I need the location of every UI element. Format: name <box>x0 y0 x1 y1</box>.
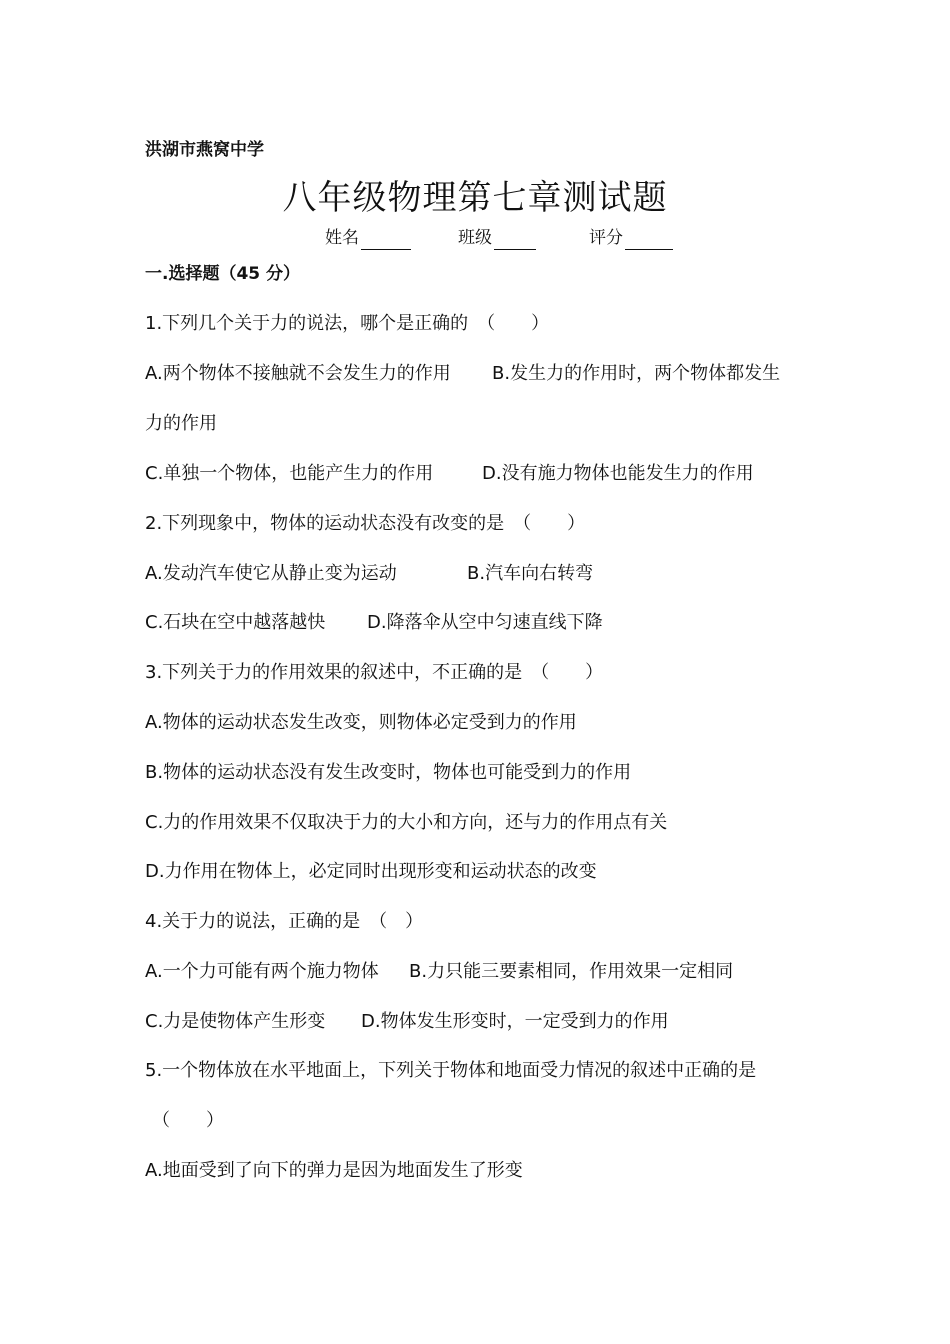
question-4-option-d: D.物体发生形变时，一定受到力的作用 <box>361 1011 669 1032</box>
question-3-option-c: C.力的作用效果不仅取决于力的大小和方向，还与力的作用点有关 <box>145 812 668 833</box>
score-blank <box>625 231 673 250</box>
question-1-option-d: D.没有施力物体也能发生力的作用 <box>482 463 754 484</box>
name-field <box>325 226 411 250</box>
question-1-option-c: C.单独一个物体，也能产生力的作用 <box>145 463 434 484</box>
question-2-option-b: B.汽车向右转弯 <box>467 563 594 584</box>
question-4-option-a: A.一个力可能有两个施力物体 <box>145 961 379 982</box>
class-label: 班级 <box>458 228 492 248</box>
question-3-option-d: D.力作用在物体上，必定同时出现形变和运动状态的改变 <box>145 861 597 882</box>
score-label: 评分 <box>589 228 623 248</box>
question-2-option-c: C.石块在空中越落越快 <box>145 612 326 633</box>
question-1-option-b-cont: 力的作用 <box>145 413 217 434</box>
question-4-option-b: B.力只能三要素相同，作用效果一定相同 <box>409 961 734 982</box>
question-1-option-b: B.发生力的作用时，两个物体都发生 <box>492 363 781 384</box>
question-4-option-c: C.力是使物体产生形变 <box>145 1011 326 1032</box>
section-heading: 一.选择题（45 分） <box>145 264 301 284</box>
question-5-stem: 5.一个物体放在水平地面上，下列关于物体和地面受力情况的叙述中正确的是 <box>145 1060 757 1081</box>
question-3-stem: 3.下列关于力的作用效果的叙述中，不正确的是 （ ） <box>145 662 604 683</box>
name-label: 姓名 <box>325 228 359 248</box>
class-blank <box>494 231 536 250</box>
question-5-answer-paren: （ ） <box>152 1110 224 1131</box>
question-1-option-a: A.两个物体不接触就不会发生力的作用 <box>145 363 451 384</box>
exam-title: 八年级物理第七章测试题 <box>282 178 668 218</box>
question-3-option-a: A.物体的运动状态发生改变，则物体必定受到力的作用 <box>145 712 577 733</box>
question-2-option-d: D.降落伞从空中匀速直线下降 <box>367 612 603 633</box>
question-2-option-a: A.发动汽车使它从静止变为运动 <box>145 563 397 584</box>
question-2-stem: 2.下列现象中，物体的运动状态没有改变的是 （ ） <box>145 513 586 534</box>
question-5-option-a: A.地面受到了向下的弹力是因为地面发生了形变 <box>145 1160 523 1181</box>
question-4-stem: 4.关于力的说法，正确的是 （ ） <box>145 911 424 932</box>
question-3-option-b: B.物体的运动状态没有发生改变时，物体也可能受到力的作用 <box>145 762 632 783</box>
question-1-stem: 1.下列几个关于力的说法，哪个是正确的 （ ） <box>145 313 550 334</box>
school-name: 洪湖市燕窝中学 <box>145 140 264 160</box>
class-field <box>458 226 536 250</box>
score-field <box>589 226 673 250</box>
name-blank <box>361 231 411 250</box>
